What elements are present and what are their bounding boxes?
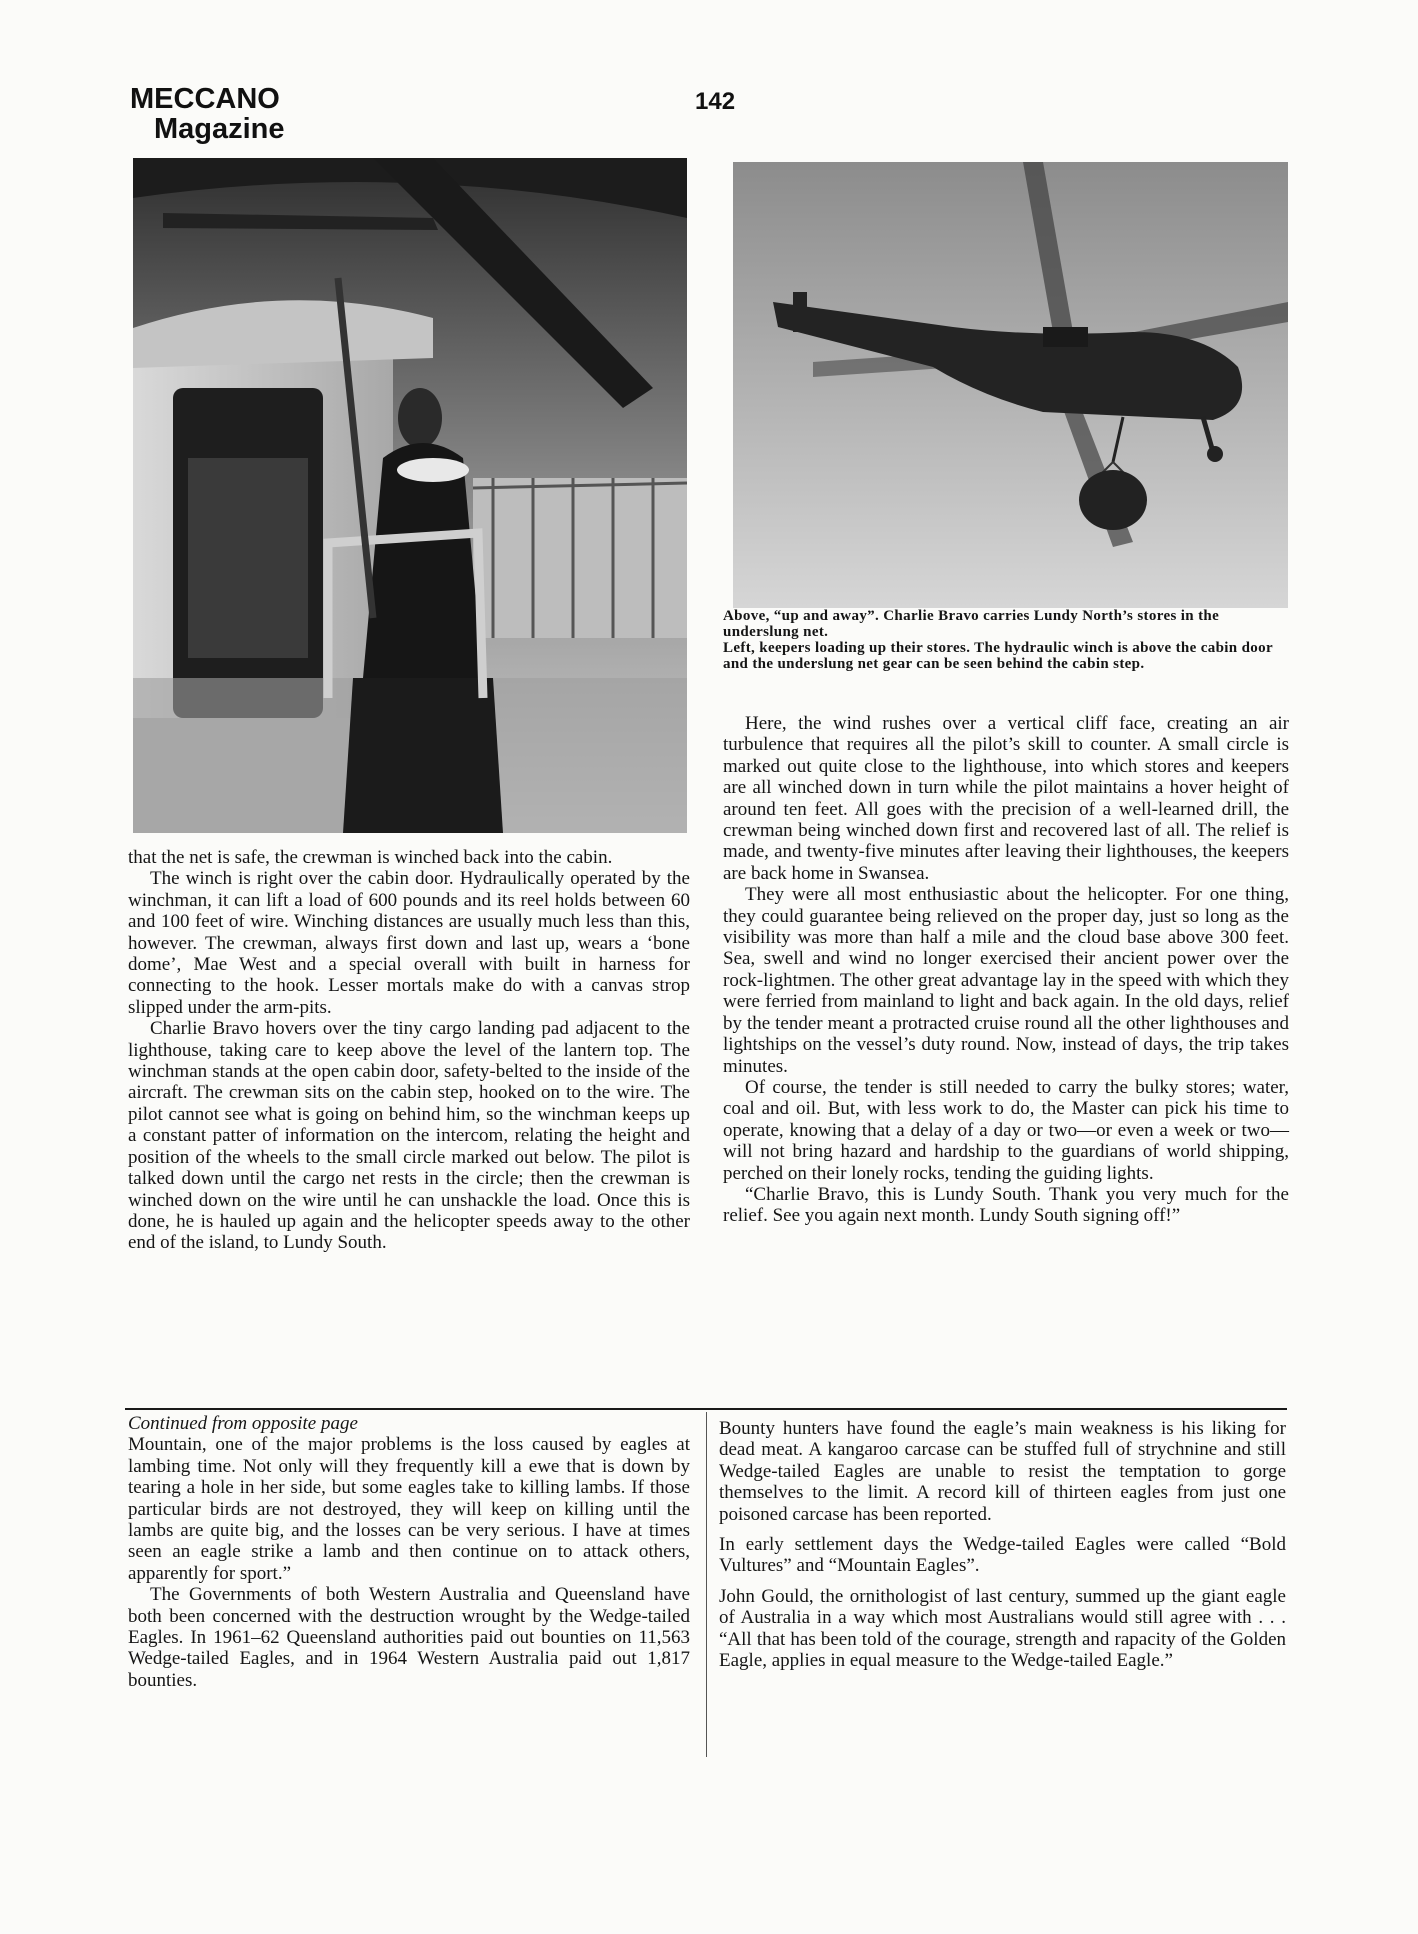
eagle-paragraph: The Governments of both Western Australia and Queensland have both been concerned with the destruction wrought by the Wedge-tailed Eagles. In 1961–62 Queensland authorities paid out bounties on 11,563 Wedge-tailed Eagles, and in 1964 Western Australia paid out 1,817 bounties. [128, 1584, 690, 1691]
section-divider [125, 1408, 1287, 1410]
photo-caption [723, 608, 1289, 672]
masthead [130, 84, 285, 144]
article-paragraph: Charlie Bravo hovers over the tiny cargo landing pad adjacent to the lighthouse, taking care to keep above the level of the lantern top. The winchman stands at the open cabin door, safety-belted to the inside of the aircraft. The crewman sits on the cabin step, hooked on to the wire. The pilot cannot see what is going on behind him, so the winchman keeps up a constant patter of information on the intercom, relating the height and position of the wheels to the small circle marked out below. The pilot is talked down until the cargo net rests in the circle; then the crewman is winched down on the wire until he can unshackle the load. Once this is done, he is hauled up again and the helicopter speeds away to the other end of the island, to Lundy South. [128, 1018, 690, 1254]
caption-line1: Above, “up and away”. Charlie Bravo carries Lundy North’s stores in the underslung net. [723, 608, 1220, 640]
eagle-paragraph: Bounty hunters have found the eagle’s main weakness is his liking for dead meat. A kangaroo carcase can be stuffed full of strychnine and still Wedge-tailed Eagles are unable to resist the temptation to gorge themselves to the limit. A record kill of thirteen eagles from just one poisoned carcase has been reported. [719, 1418, 1286, 1525]
article-paragraph: Of course, the tender is still needed to carry the bulky stores; water, coal and oil. But, with less work to do, the Master can pick his time to operate, knowing that a delay of a day or two—or even a week or two—will not bring hazard and hardship to the guardians of world shipping, perched on their lonely rocks, tending the guiding lights. [723, 1076, 1289, 1184]
masthead-line1: MECCANO [130, 83, 280, 115]
eagle-paragraph: In early settlement days the Wedge-tailed Eagles were called “Bold Vultures” and “Mountain Eagles”. [719, 1534, 1286, 1577]
article-paragraph: that the net is safe, the crewman is winched back into the cabin. [128, 847, 613, 868]
continued-note: Continued from opposite page [128, 1413, 358, 1434]
helicopter-in-flight-photo [733, 162, 1288, 608]
article-column-right [723, 713, 1289, 1227]
page-number: 142 [695, 88, 736, 115]
article-paragraph: Here, the wind rushes over a vertical cliff face, creating an air turbulence that requires all the pilot’s skill to counter. A small circle is marked out quite close to the lighthouse, into which stores and keepers are all winched down in turn while the pilot maintains a hover height of around ten feet. All goes with the precision of a well-learned drill, the crewman being winched down first and recovered last of all. The relief is made, and twenty-five minutes after leaving their lighthouses, the keepers are back home in Swansea. [723, 713, 1289, 884]
caption-line2: Left, keepers loading up their stores. The hydraulic winch is above the cabin door and the underslung net gear can be seen behind the cabin step. [723, 640, 1273, 672]
eagle-column-right [719, 1418, 1286, 1680]
column-divider [706, 1412, 707, 1757]
eagle-paragraph: John Gould, the ornithologist of last century, summed up the giant eagle of Australia in a way which most Australians would still agree with . . . “All that has been told of the courage, strength and rapacity of the Golden Eagle, applies in equal measure to the Wedge-tailed Eagle.” [719, 1585, 1286, 1672]
masthead-line2: Magazine [154, 113, 285, 145]
article-paragraph: They were all most enthusiastic about the helicopter. For one thing, they could guarantee being relieved on the proper day, just so long as the visibility was more than half a mile and the cloud base above 300 feet. Sea, swell and wind no longer exercised their ancient power over the rock-lightmen. The other great advantage lay in the speed with which they were ferried from mainland to light and back again. In the old days, relief by the tender meant a protracted cruise round all the other lighthouses and lightships on the vessel’s duty round. Now, instead of days, the trip takes minutes. [723, 884, 1289, 1077]
keepers-loading-photo [133, 158, 687, 833]
article-paragraph: “Charlie Bravo, this is Lundy South. Thank you very much for the relief. See you again next month. Lundy South signing off!” [723, 1183, 1289, 1227]
eagle-column-left [128, 1413, 690, 1691]
article-paragraph: The winch is right over the cabin door. Hydraulically operated by the winchman, it can lift a load of 600 pounds and its reel holds between 60 and 100 feet of wire. Winching distances are usually much less than this, however. The crewman, always first down and last up, wears a ‘bone dome’, Mae West and a special overall with built in harness for connecting to the hook. Lesser mortals make do with a canvas strop slipped under the arm-pits. [128, 868, 690, 1018]
eagle-paragraph: Mountain, one of the major problems is the loss caused by eagles at lambing time. Not only will they frequently kill a ewe that is down by tearing a hole in her side, but some eagles take to killing lambs. If those particular birds are not destroyed, they will keep on killing until the lambs are quite big, and the losses can be very serious. I have at times seen an eagle strike a lamb and then continue on to attack others, apparently for sport.” [128, 1434, 690, 1584]
article-column-left [128, 847, 690, 1254]
